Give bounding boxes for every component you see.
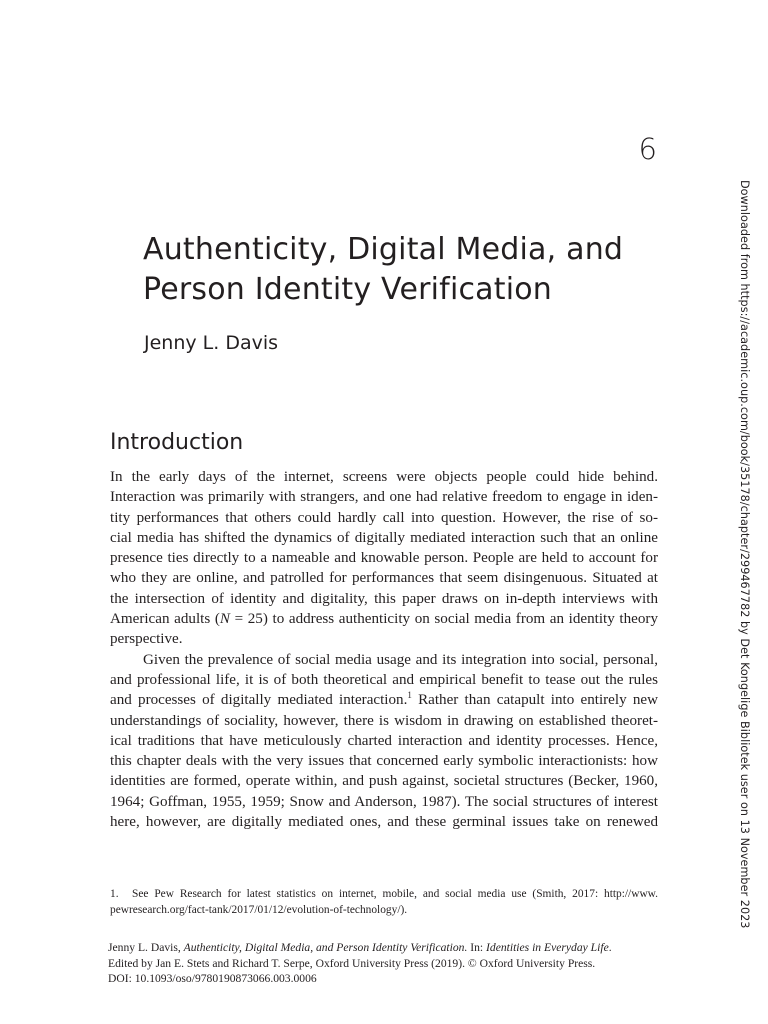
body-text: [110, 467, 658, 832]
paragraph-1: [110, 467, 658, 650]
citation-doi: DOI: 10.1093/oso/9780190873066.003.0006: [108, 972, 317, 985]
body-line: ical traditions that have meticulously charted interaction and identity processes. Hence,: [110, 732, 658, 749]
footnote-marker[interactable]: 1: [407, 690, 412, 701]
body-text-fragment: = 25) to address authenticity on social media from an identity theory: [229, 611, 658, 628]
body-text-fragment: Rather than catapult into entirely new: [411, 692, 658, 709]
section-heading: Introduction: [110, 430, 244, 455]
citation-line-2: Edited by Jan E. Stets and Richard T. Serpe, Oxford University Press (2019). © Oxford University Press.: [108, 956, 596, 970]
citation-line-1: [108, 940, 668, 956]
body-text-fragment: American adults (: [110, 611, 220, 628]
chapter-title-line-1: Authenticity, Digital Media, and: [143, 232, 624, 267]
italic-variable: N: [219, 611, 230, 628]
paragraph-2: [110, 650, 658, 833]
body-line: In the early days of the internet, screens were objects people could hide behind.: [110, 469, 658, 485]
body-line: who they are online, and patrolled for performances that seem disingenuous. Situated at: [110, 570, 658, 587]
citation-author: Jenny L. Davis,: [108, 941, 184, 954]
download-watermark: Downloaded from https://academic.oup.com/book/35178/chapter/299467782 by Det Kongelige Bibliotek user on 13 November 2023: [738, 180, 751, 929]
citation-block: [108, 940, 668, 987]
body-line: Interaction was primarily with strangers, and one had relative freedom to engage in iden-: [110, 489, 658, 506]
body-text-fragment: and processes of digitally mediated interaction.: [110, 692, 408, 709]
chapter-number: 6: [638, 132, 657, 166]
citation-chapter-title: Authenticity, Digital Media, and Person Identity Verification.: [183, 941, 468, 954]
citation-period: .: [608, 941, 612, 954]
body-line: the intersection of identity and digitality, this paper draws on in-depth interviews with: [110, 590, 658, 607]
footnote-text: See Pew Research for latest statistics on internet, mobile, and social media use (Smith, 2017: http://www.: [132, 888, 658, 900]
body-line: understandings of sociality, however, there is wisdom in drawing on established theoret-: [110, 712, 658, 729]
body-line: identities are formed, operate within, and push against, societal structures (Becker, 1960,: [110, 773, 658, 790]
footnote-line-2: pewresearch.org/fact-tank/2017/01/12/evolution-of-technology/).: [110, 903, 408, 916]
body-line: 1964; Goffman, 1955, 1959; Snow and Anderson, 1987). The social structures of interest: [110, 793, 658, 810]
footnote-number: 1.: [110, 888, 119, 900]
body-line: and professional life, it is of both theoretical and empirical benefit to tease out the rules: [110, 671, 658, 688]
body-line: [110, 690, 658, 710]
citation-book-title: Identities in Everyday Life: [486, 941, 609, 954]
footnote: [110, 887, 658, 918]
body-line: tity performances that others could hardly call into question. However, the rise of so-: [110, 509, 658, 526]
chapter-title: [143, 230, 683, 310]
chapter-title-line-2: Person Identity Verification: [143, 272, 553, 307]
body-line: [110, 609, 658, 629]
body-line: perspective.: [110, 631, 183, 648]
chapter-author: Jenny L. Davis: [144, 332, 279, 354]
body-line: this chapter deals with the very issues that concerned early symbolic interactionists: how: [110, 753, 658, 770]
body-line: presence ties directly to a nameable and knowable person. People are held to account for: [110, 550, 658, 567]
body-line: here, however, are digitally mediated ones, and these germinal issues take on renewed: [110, 814, 658, 831]
footnote-line-1: [110, 887, 658, 903]
body-line: cial media has shifted the dynamics of digitally mediated interaction such that an online: [110, 529, 658, 546]
citation-in: In:: [467, 941, 487, 954]
body-line: Given the prevalence of social media usage and its integration into social, personal,: [143, 651, 658, 668]
